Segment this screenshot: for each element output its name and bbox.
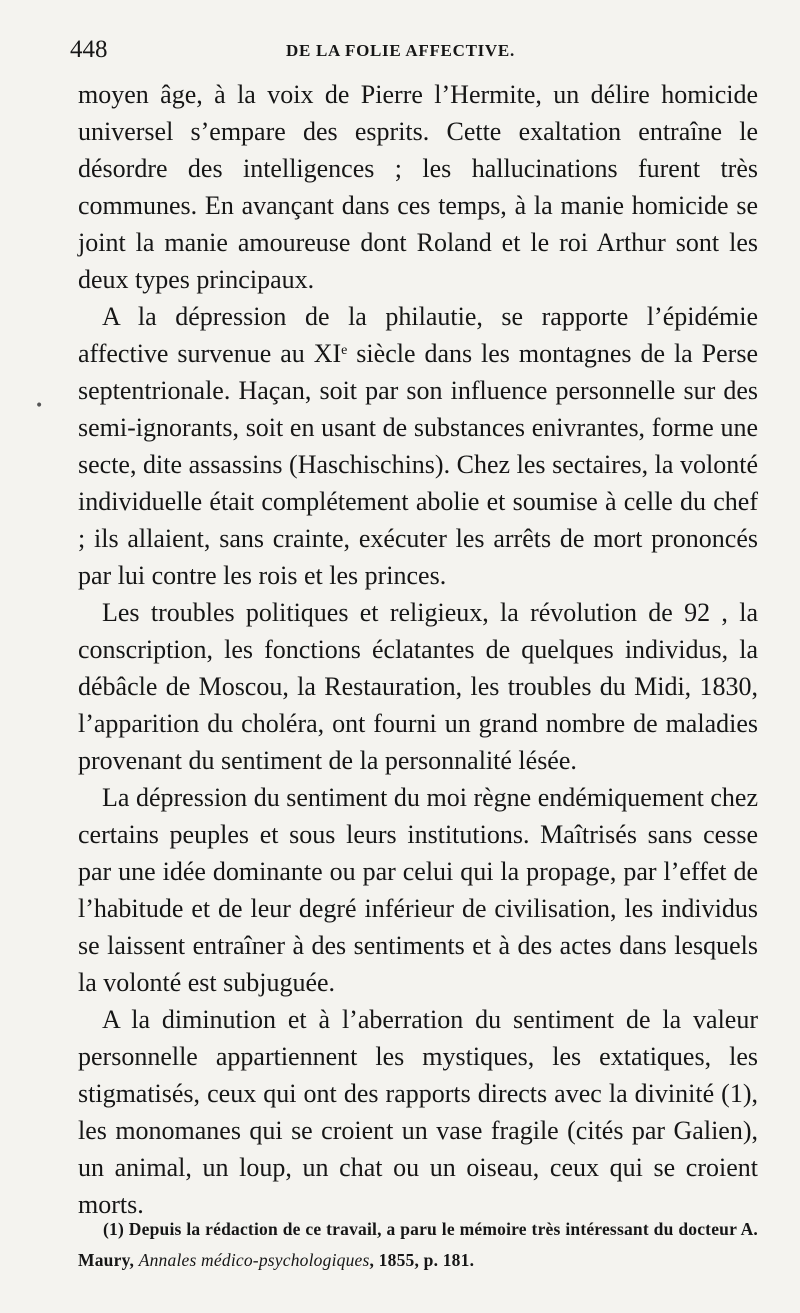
body-text (78, 76, 758, 1223)
footnote (78, 1214, 758, 1276)
paragraph-2-text-a: A la dépression de la philautie, se rapporte l’épidémie affective survenue au XI (78, 302, 758, 368)
footnote-text-a: (1) Depuis la rédaction de ce travail, a paru le mémoire très intéressant du docteur A. Maury, (78, 1219, 758, 1270)
paragraph-2 (78, 298, 758, 594)
paragraph-3: Les troubles politiques et religieux, la révolution de 92 , la conscription, les fonctions éclatantes de quelques individus, la débâcle de Moscou, la Restauration, les troubles du Midi, 1830, l’apparition du choléra, ont fourni un grand nombre de maladies provenant du sentiment de la personnalité lésée. (78, 598, 758, 775)
footnote-journal-title: Annales médico-psychologiques (138, 1250, 370, 1270)
paragraph-4: La dépression du sentiment du moi règne endémiquement chez certains peuples et sous leurs institutions. Maîtrisés sans cesse par une idée dominante ou par celui qui la propage, par l’effet de l’habitude et de leur degré inférieur de civilisation, les individus se laissent entraîner à des sentiments et à des actes dans lesquels la volonté est subjuguée. (78, 783, 758, 997)
margin-dot: • (35, 398, 44, 414)
page-number: 448 (70, 36, 108, 63)
century-superscript: e (341, 343, 348, 358)
page-header (70, 32, 758, 66)
paragraph-5: A la diminution et à l’aberration du sentiment de la valeur personnelle appartiennent les mystiques, les extatiques, les stigmatisés, ceux qui ont des rapports directs avec la divinité (1), les monomanes qui se croient un vase fragile (cités par Galien), un animal, un loup, un chat ou un oiseau, ceux qui se croient morts. (78, 1005, 758, 1219)
paragraph-2-text-b: siècle dans les montagnes de la Perse septentrionale. Haçan, soit par son influence personnelle sur des semi-ignorants, soit en usant de substances enivrantes, forme une secte, dite assassins (Haschischins). Chez les sectaires, la volonté individuelle était complétement abolie et soumise à celle du chef ; ils allaient, sans crainte, exécuter les arrêts de mort prononcés par lui contre les rois et les princes. (78, 339, 758, 590)
running-title: DE LA FOLIE AFFECTIVE. (286, 41, 515, 60)
footnote-text-b: , 1855, p. 181. (369, 1250, 475, 1270)
paragraph-1: moyen âge, à la voix de Pierre l’Hermite, un délire homicide universel s’empare des esprits. Cette exaltation entraîne le désordre des intelligences ; les hallucinations furent très communes. En avançant dans ces temps, à la manie homicide se joint la manie amoureuse dont Roland et le roi Arthur sont les deux types principaux. (78, 80, 758, 294)
